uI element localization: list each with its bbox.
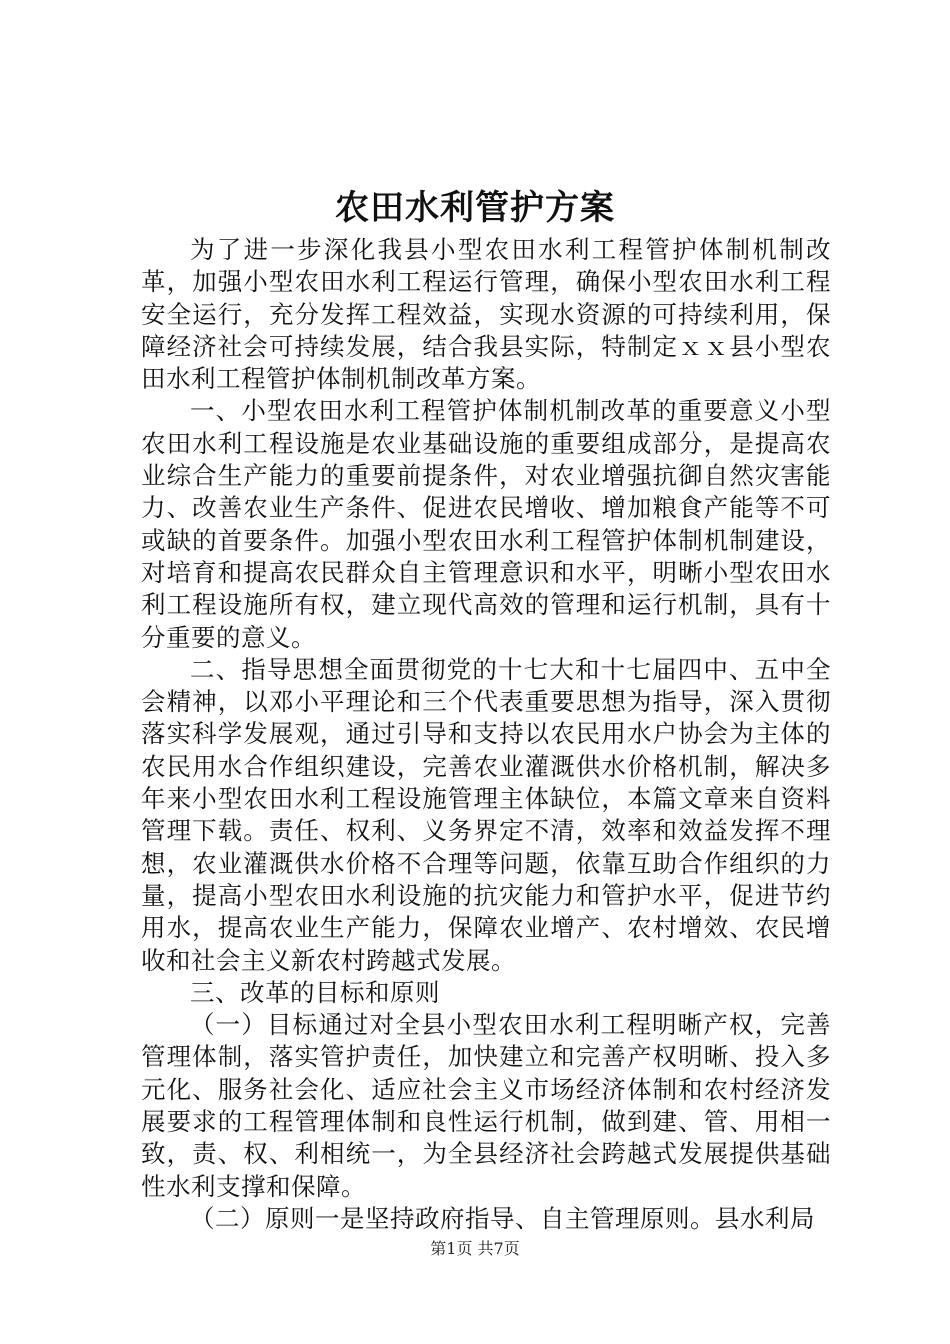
paragraph-section-3-principle: （二）原则一是坚持政府指导、自主管理原则。县水利局 bbox=[190, 1203, 815, 1233]
paragraph-intro: 为了进一步深化我县小型农田水利工程管护体制机制改革，加强小型农田水利工程运行管理，确保小型农田水利工程安全运行，充分发挥工程效益，实现水资源的可持续利用，保障经济社会可持续发展，结合我县实际，特制定ｘｘ县小型农田水利工程管护体制机制改革方案。 bbox=[141, 235, 831, 394]
paragraph-section-3-heading: 三、改革的目标和原则 bbox=[190, 977, 440, 1007]
document-body bbox=[141, 234, 831, 1235]
document-title: 农田水利管护方案 bbox=[335, 188, 615, 228]
paragraph-section-2: 二、指导思想全面贯彻党的十七大和十七届四中、五中全会精神，以邓小平理论和三个代表重要思想为指导，深入贯彻落实科学发展观，通过引导和支持以农民用水户协会为主体的农民用水合作组织建设，完善农业灌溉供水价格机制，解决多年来小型农田水利工程设施管理主体缺位，本篇文章来自资料管理下载。责任、权利、义务界定不清，效率和效益发挥不理想，农业灌溉供水价格不合理等问题，依靠互助合作组织的力量，提高小型农田水利设施的抗灾能力和管护水平，促进节约用水，提高农业生产能力，保障农业增产、农村增效、农民增收和社会主义新农村跨越式发展。 bbox=[141, 654, 831, 975]
page-number-footer: 第1页 共7页 bbox=[430, 1239, 520, 1258]
paragraph-section-3-goal: （一）目标通过对全县小型农田水利工程明晰产权，完善管理体制，落实管护责任，加快建立和完善产权明晰、投入多元化、服务社会化、适应社会主义市场经济体制和农村经济发展要求的工程管理体制和良性运行机制，做到建、管、用相一致，责、权、利相统一，为全县经济社会跨越式发展提供基础性水利支撑和保障。 bbox=[141, 1010, 831, 1201]
paragraph-section-1: 一、小型农田水利工程管护体制机制改革的重要意义小型农田水利工程设施是农业基础设施的重要组成部分，是提高农业综合生产能力的重要前提条件，对农业增强抗御自然灾害能力、改善农业生产条件、促进农民增收、增加粮食产能等不可或缺的首要条件。加强小型农田水利工程管护体制机制建设，对培育和提高农民群众自主管理意识和水平，明晰小型农田水利工程设施所有权，建立现代高效的管理和运行机制，具有十分重要的意义。 bbox=[141, 396, 831, 652]
